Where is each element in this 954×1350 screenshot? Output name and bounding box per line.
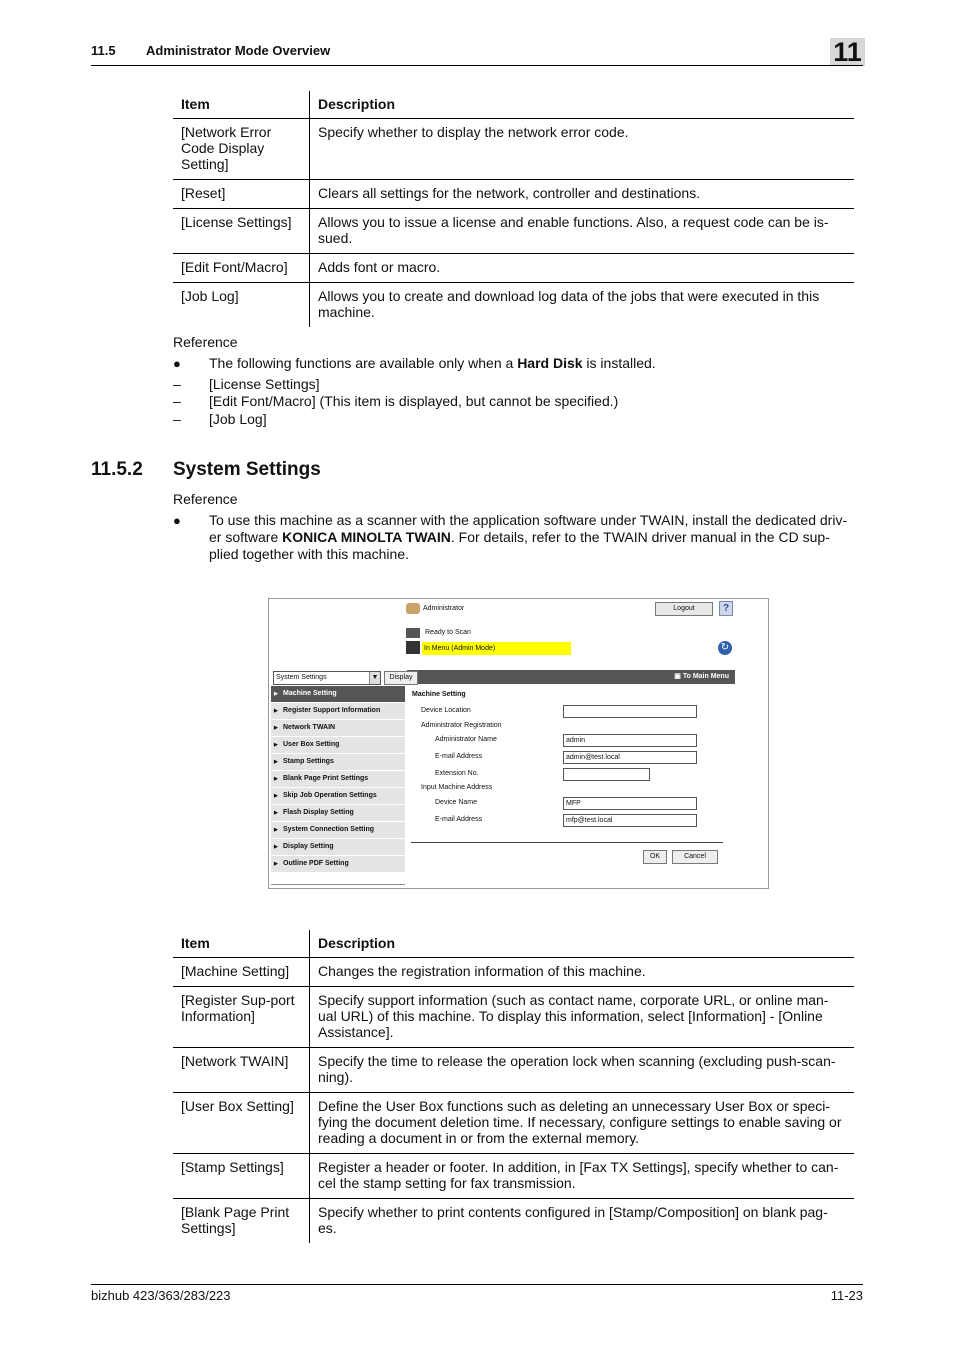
device-name-input[interactable]: MFP (563, 797, 697, 810)
footer-rule (91, 1284, 863, 1285)
label-device-name: Device Name (435, 799, 478, 806)
label-input-machine-address: Input Machine Address (421, 784, 493, 791)
menu-bar (407, 670, 735, 684)
column-header-item: Item (173, 91, 310, 119)
status-ready: Ready to Scan (425, 629, 471, 636)
table-row (173, 958, 854, 987)
form-title: Machine Setting (412, 691, 466, 698)
cell-description: Changes the registration information of this machine. (310, 958, 855, 987)
label-email: E-mail Address (435, 753, 483, 760)
sidebar-item-display-setting[interactable]: ▶ Display Setting (271, 839, 405, 856)
cell-item: [Stamp Settings] (173, 1154, 310, 1199)
table-row (173, 1154, 854, 1199)
dash-item: [License Settings] (209, 376, 320, 392)
table-row (173, 987, 854, 1048)
system-settings-screenshot (268, 598, 769, 889)
cell-item: [Edit Font/Macro] (173, 254, 310, 283)
email-2-input[interactable]: mfp@test.local (563, 814, 697, 827)
table-row (173, 1199, 854, 1244)
label-device-location: Device Location (421, 707, 471, 714)
table-header-row (173, 91, 854, 119)
machine-icon (406, 641, 420, 654)
label-admin-name: Administrator Name (435, 736, 497, 743)
dash-icon: – (173, 411, 181, 427)
cell-description: Allows you to create and download log data of the jobs that were executed in this machine. (318, 288, 820, 320)
sidebar-item-skip-job[interactable]: ▶ Skip Job Operation Settings (271, 788, 405, 805)
dash-item: [Job Log] (209, 411, 267, 427)
column-header-description: Description (310, 91, 855, 119)
cell-item: [Network TWAIN] (173, 1048, 310, 1093)
sidebar-item-user-box[interactable]: ▶ User Box Setting (271, 737, 405, 754)
section-title: Administrator Mode Overview (146, 43, 331, 58)
status-admin-mode: In Menu (Admin Mode) (422, 642, 571, 655)
table-row (173, 1048, 854, 1093)
cell-description: Specify whether to display the network error code. (310, 119, 855, 180)
ok-button[interactable]: OK (643, 850, 667, 864)
user-icon (406, 603, 420, 614)
subsection-title: System Settings (173, 459, 321, 480)
subsection-number: 11.5.2 (91, 459, 143, 480)
sidebar-item-stamp[interactable]: ▶ Stamp Settings (271, 754, 405, 771)
dash-item: [Edit Font/Macro] (This item is displayed, but cannot be specified.) (209, 393, 619, 409)
table-system-settings (173, 930, 854, 1243)
to-main-menu-link[interactable]: ▣ To Main Menu (674, 673, 729, 680)
help-icon[interactable]: ? (719, 601, 733, 616)
dash-icon: – (173, 393, 181, 409)
section-number: 11.5 (91, 43, 116, 58)
cancel-button[interactable]: Cancel (672, 850, 718, 864)
chapter-badge: 11 (830, 38, 865, 66)
reference-label: Reference (173, 334, 238, 350)
device-location-input[interactable] (563, 705, 697, 718)
reference-bullet-text: The following functions are available only when a Hard Disk is installed. (209, 355, 656, 371)
form-divider (411, 842, 723, 843)
table-row (173, 254, 854, 283)
extension-input[interactable] (563, 768, 650, 781)
cell-item: [User Box Setting] (173, 1093, 310, 1154)
logout-button[interactable]: Logout (655, 602, 713, 616)
sidebar-item-system-connection[interactable]: ▶ System Connection Setting (271, 822, 405, 839)
settings-sidebar (271, 686, 405, 873)
column-header-description: Description (310, 930, 855, 958)
footer-model: bizhub 423/363/283/223 (91, 1288, 231, 1303)
cell-item: [Machine Setting] (173, 958, 310, 987)
label-admin-registration: Administrator Registration (421, 722, 502, 729)
sidebar-item-machine-setting[interactable]: ▶ Machine Setting (271, 686, 405, 703)
printer-icon (406, 628, 420, 638)
cell-description: Register a header or footer. In addition, in [Fax TX Settings], specify whether to can-cel the stamp setting for fax transmission. (310, 1154, 855, 1199)
cell-item: [Reset] (173, 180, 310, 209)
cell-description: Specify support information (such as contact name, corporate URL, or online man-ual URL) of this machine. To display this information, select [Information] - [Online Assistance]. (310, 987, 855, 1048)
sidebar-item-flash-display[interactable]: ▶ Flash Display Setting (271, 805, 405, 822)
bullet-icon: ● (173, 513, 181, 528)
category-select[interactable]: System Settings ▼ (273, 671, 381, 685)
table-row (173, 180, 854, 209)
bullet-icon: ● (173, 356, 181, 371)
cell-description: Define the User Box functions such as deleting an unnecessary User Box or speci-fying the document deletion time. If necessary, configure settings to enable saving or reading a document in or from the external memory. (310, 1093, 855, 1154)
sidebar-item-network-twain[interactable]: ▶ Network TWAIN (271, 720, 405, 737)
reference-bullet-text: To use this machine as a scanner with the application software under TWAIN, install the dedicated driv- er software KONICA MINOLTA TWAIN. For details, refer to the TWAIN driver manual in the CD sup- plied together with this machine. (209, 512, 848, 562)
sidebar-item-outline-pdf[interactable]: ▶ Outline PDF Setting (271, 856, 405, 873)
dash-icon: – (173, 376, 181, 392)
refresh-icon[interactable]: ↻ (718, 641, 732, 655)
table-header-row (173, 930, 854, 958)
admin-name-input[interactable]: admin (563, 734, 697, 747)
cell-description: Specify the time to release the operation lock when scanning (excluding push-scan-ning). (310, 1048, 855, 1093)
label-email-2: E-mail Address (435, 816, 483, 823)
cell-description: Adds font or macro. (310, 254, 855, 283)
reference-label: Reference (173, 491, 238, 507)
column-header-item: Item (173, 930, 310, 958)
table-row (173, 283, 854, 328)
table-row (173, 119, 854, 180)
cell-item: [Job Log] (173, 283, 310, 328)
label-extension: Extension No. (435, 770, 479, 777)
cell-item: [Network Error Code Display Setting] (173, 119, 310, 180)
cell-item: [License Settings] (173, 209, 310, 254)
cell-description: Clears all settings for the network, controller and destinations. (310, 180, 855, 209)
email-input[interactable]: admin@test.local (563, 751, 697, 764)
header-rule (91, 65, 863, 66)
sidebar-item-blank-page[interactable]: ▶ Blank Page Print Settings (271, 771, 405, 788)
sidebar-item-register-support[interactable]: ▶ Register Support Information (271, 703, 405, 720)
table-row (173, 1093, 854, 1154)
cell-item: [Register Sup-port Information] (173, 987, 310, 1048)
user-label: Administrator (423, 605, 465, 612)
display-button[interactable]: Display (384, 671, 418, 685)
table-admin-items (173, 91, 854, 327)
sidebar-bottom-rule (271, 884, 405, 885)
page-number: 11-23 (830, 1288, 863, 1303)
table-row (173, 209, 854, 254)
cell-description: Allows you to issue a license and enable functions. Also, a request code can be is-sued. (310, 209, 855, 254)
chevron-down-icon: ▼ (369, 672, 380, 684)
cell-description: Specify whether to print contents configured in [Stamp/Composition] on blank pag-es. (318, 1204, 828, 1236)
cell-item: [Blank Page Print Settings] (173, 1199, 310, 1244)
